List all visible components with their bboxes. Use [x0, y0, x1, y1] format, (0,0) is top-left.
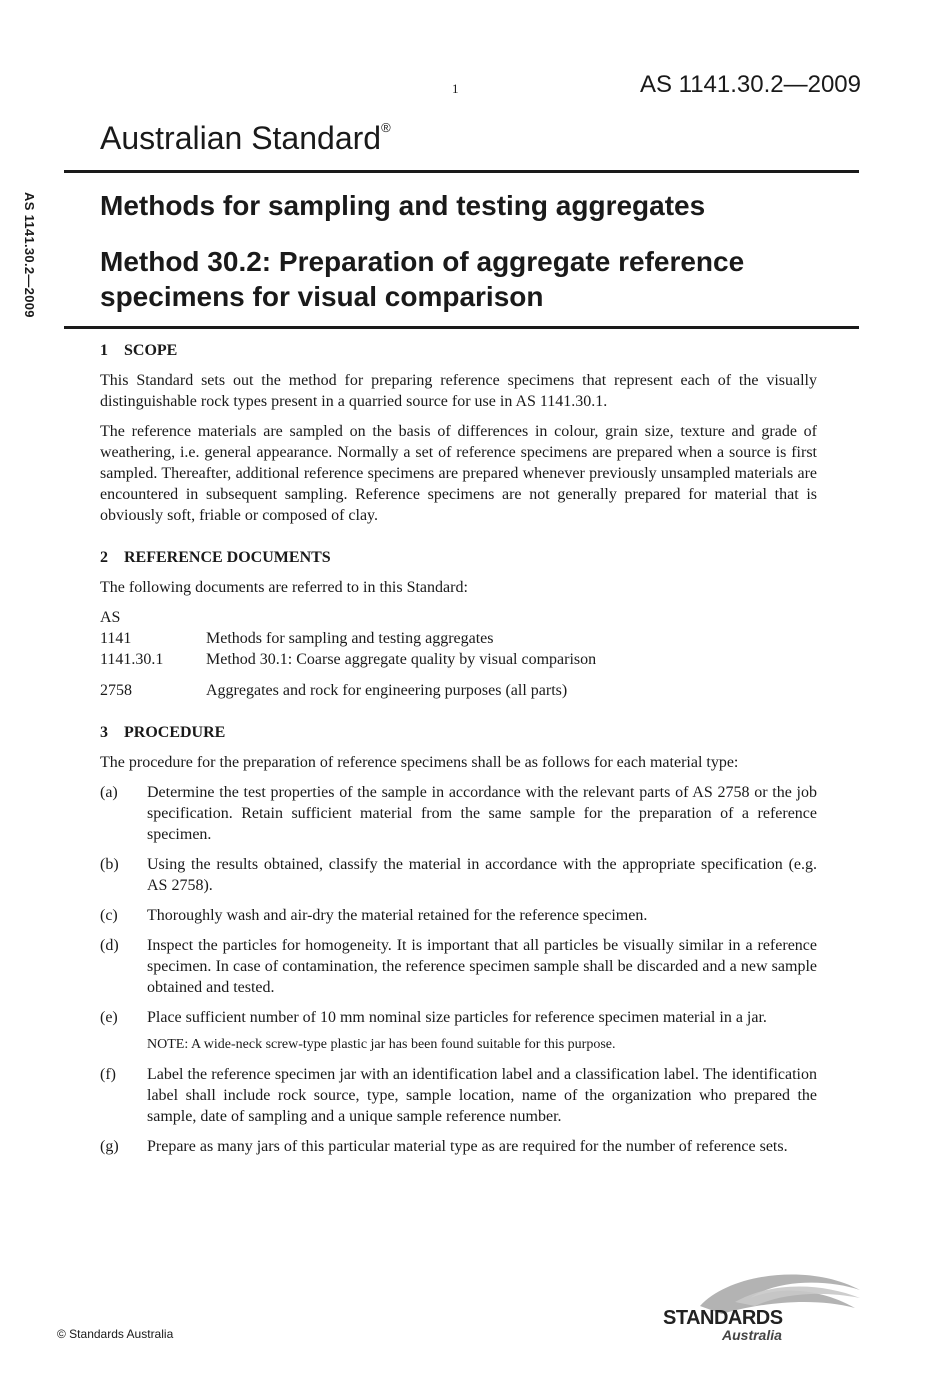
procedure-step	[100, 1064, 817, 1127]
reference-item	[100, 628, 817, 649]
page-number: 1	[452, 81, 459, 96]
section-title: REFERENCE DOCUMENTS	[124, 549, 331, 566]
section-number: 1	[100, 342, 108, 359]
step-text: Label the reference specimen jar with an identification label and a classification label. The identification label shall include rock source, type, sample location, name of the organization who prepared the sample, date of sampling and a unique sample reference number.	[147, 1066, 817, 1125]
reference-code: 1141.30.1	[100, 651, 164, 668]
section-number: 2	[100, 549, 108, 566]
reference-item	[100, 680, 817, 701]
step-text: Thoroughly wash and air-dry the material retained for the reference specimen.	[147, 907, 648, 924]
reference-code: 1141	[100, 630, 132, 647]
copyright-notice: © Standards Australia	[57, 1327, 174, 1341]
document-title: Methods for sampling and testing aggregates	[100, 190, 706, 221]
title-rule	[64, 326, 859, 329]
step-text: Place sufficient number of 10 mm nominal size particles for reference specimen material in a jar.	[147, 1009, 767, 1026]
step-label: (f)	[100, 1066, 116, 1083]
step-label: (a)	[100, 784, 118, 801]
step-label: (b)	[100, 856, 119, 873]
procedure-step	[100, 854, 817, 896]
reference-group-label: AS	[100, 609, 121, 626]
method-title: Method 30.2: Preparation of aggregate reference specimens for visual comparison	[100, 246, 745, 312]
step-text: Determine the test properties of the sample in accordance with the relevant parts of AS 2758 or the job specification. Retain sufficient material from the same sample for the preparation of a reference specimen.	[147, 784, 817, 843]
section-title: SCOPE	[124, 342, 178, 359]
step-text: Prepare as many jars of this particular material type as are required for the number of reference sets.	[147, 1138, 788, 1155]
reference-list	[100, 607, 817, 701]
procedure-step	[100, 782, 817, 845]
step-text: Inspect the particles for homogeneity. It is important that all particles be visually similar in a reference specimen. In case of contamination, the reference specimen sample shall be discarded and a new sample obtained and tested.	[147, 937, 817, 996]
paragraph: The following documents are referred to in this Standard:	[100, 579, 468, 596]
brand-name: Australian Standard	[100, 120, 382, 156]
paragraph: This Standard sets out the method for preparing reference specimens that represent each of the visually distinguishable rock types present in a quarried source for use in AS 1141.30.1.	[100, 372, 817, 410]
top-rule	[64, 170, 859, 173]
paragraph: The procedure for the preparation of reference specimens shall be as follows for each material type:	[100, 754, 739, 771]
step-label: (e)	[100, 1009, 118, 1026]
side-standard-code: AS 1141.30.2—2009	[22, 192, 37, 318]
reference-title: Methods for sampling and testing aggregates	[206, 630, 494, 647]
procedure-step	[100, 1007, 817, 1028]
registered-mark: ®	[381, 120, 391, 135]
procedure-step	[100, 1136, 817, 1157]
standard-code: AS 1141.30.2—2009	[639, 71, 861, 98]
step-label: (c)	[100, 907, 118, 924]
document-body	[100, 340, 817, 1166]
logo-subtitle: Australia	[722, 1327, 782, 1343]
procedure-step	[100, 935, 817, 998]
reference-item	[100, 649, 817, 670]
step-text: Using the results obtained, classify the material in accordance with the appropriate specification (e.g. AS 2758).	[147, 856, 817, 894]
step-label: (g)	[100, 1138, 119, 1155]
procedure-step	[100, 905, 817, 926]
paragraph: The reference materials are sampled on the basis of differences in colour, grain size, texture and grade of weathering, i.e. general appearance. Normally a set of reference specimens are prepared when a source is first sampled. Thereafter, additional reference specimens are prepared whenever previously unsampled materials are encountered in subsequent sampling. Reference specimens are not generally prepared for material that is obviously soft, friable or composed of clay.	[100, 423, 817, 524]
section-heading-procedure	[100, 722, 817, 743]
step-label: (d)	[100, 937, 119, 954]
brand-title	[100, 120, 391, 157]
section-number: 3	[100, 724, 108, 741]
section-heading-scope	[100, 340, 817, 361]
section-heading-references	[100, 547, 817, 568]
reference-title: Method 30.1: Coarse aggregate quality by visual comparison	[206, 651, 597, 668]
procedure-note: NOTE: A wide-neck screw-type plastic jar has been found suitable for this purpose.	[147, 1037, 616, 1052]
section-title: PROCEDURE	[124, 724, 226, 741]
reference-title: Aggregates and rock for engineering purposes (all parts)	[206, 682, 568, 699]
reference-code: 2758	[100, 682, 132, 699]
logo-wordmark: STANDARDS	[663, 1307, 783, 1329]
